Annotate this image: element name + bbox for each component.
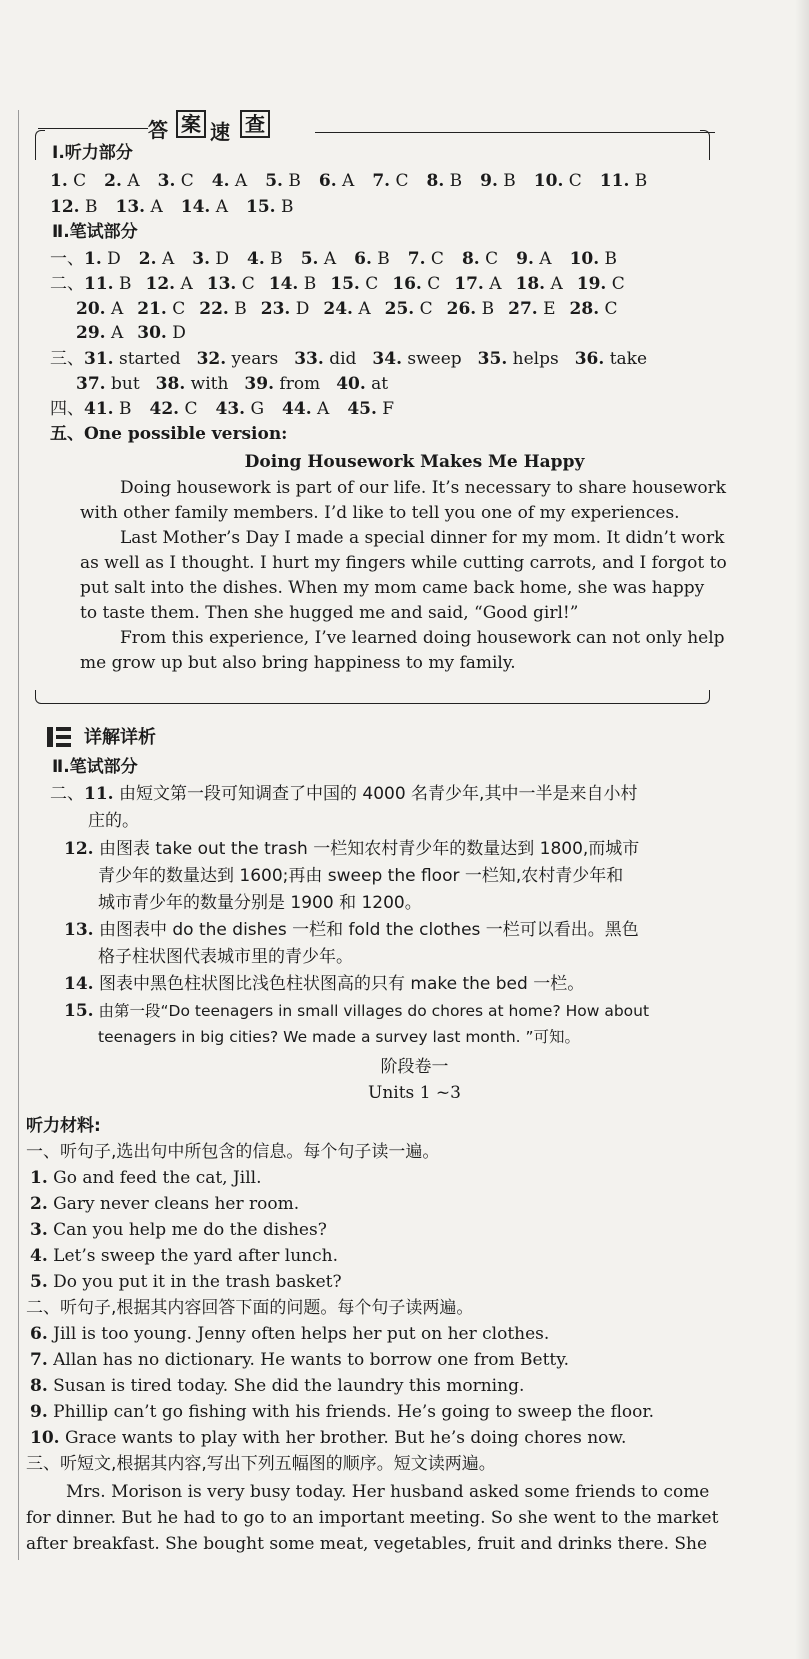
answer-value: D: [290, 299, 310, 319]
answer-number: 10.: [569, 249, 600, 269]
detail-num: 14.: [64, 974, 94, 994]
answer-value: B: [444, 171, 463, 191]
answer-item: [392, 273, 440, 295]
detail-num: 12.: [64, 839, 94, 859]
answer-value: B: [264, 249, 283, 269]
left-margin-rule: [18, 110, 19, 1560]
answer-number: 2.: [104, 171, 122, 191]
answer-value: C: [166, 299, 186, 319]
section-2-row1-items: [84, 274, 639, 294]
lm-text: Do you put it in the trash basket?: [53, 1272, 342, 1292]
lm-num: 2.: [30, 1194, 48, 1214]
detail-line-7: 格子柱状图代表城市里的青少年。: [98, 947, 353, 967]
detail-line-9: [64, 1000, 649, 1022]
answer-number: 39.: [244, 374, 274, 394]
listening-answers-row1: [50, 170, 665, 192]
answer-value: B: [282, 171, 301, 191]
answer-number: 38.: [155, 374, 186, 394]
answer-item: [212, 170, 247, 192]
lm-num: 8.: [30, 1376, 48, 1396]
answer-number: 30.: [137, 323, 167, 343]
answer-number: 26.: [446, 299, 477, 319]
answer-number: 10.: [533, 171, 564, 191]
answer-number: 25.: [384, 299, 415, 319]
section-1-answers: [50, 248, 635, 270]
detail-text: 图表中黑色柱状图比浅色柱状图高的只有 make the bed 一栏。: [98, 974, 585, 994]
answer-value: C: [359, 274, 379, 294]
answer-value: but: [105, 374, 140, 394]
answer-number: 20.: [76, 299, 106, 319]
lm-num: 4.: [30, 1246, 48, 1266]
answer-value: take: [604, 349, 648, 369]
section-5-text: One possible version:: [84, 424, 288, 444]
answer-value: A: [533, 249, 552, 269]
listening-material-title: 听力材料:: [26, 1116, 101, 1136]
answer-item: [199, 298, 246, 320]
answer-item: [301, 248, 336, 270]
answer-value: B: [275, 197, 294, 217]
section-2-answers-row1: [50, 273, 639, 295]
answer-item: [600, 170, 647, 192]
answer-item: [534, 170, 582, 192]
header-rule-right: [315, 132, 715, 133]
lm-part1-instruction: 一、听句子,选出句中所包含的信息。每个句子读一遍。: [26, 1142, 440, 1162]
answer-value: B: [228, 299, 247, 319]
answer-number: 3.: [192, 249, 210, 269]
lm-sentence-3: [30, 1219, 327, 1241]
detail-line-4: 青少年的数量达到 1600;再由 sweep the floor 一栏知,农村青少年和: [98, 866, 624, 886]
answer-item: [104, 170, 139, 192]
section-5-label: 五、: [50, 424, 84, 444]
stage-units: Units 1 ~3: [368, 1083, 461, 1103]
detail-line-6: [64, 919, 639, 941]
answer-value: C: [179, 399, 198, 419]
detail-num: 15.: [64, 1001, 94, 1021]
essay-line-7: From this experience, I’ve learned doing housework can not only help: [120, 628, 725, 648]
answer-value: B: [79, 197, 98, 217]
answer-value: did: [323, 349, 357, 369]
answer-item: [76, 373, 140, 395]
answer-number: 7.: [372, 171, 391, 191]
answer-number: 4.: [247, 249, 265, 269]
answer-item: [347, 398, 394, 420]
lm-num: 9.: [30, 1402, 48, 1422]
answer-item: [50, 196, 97, 218]
answer-item: [158, 170, 194, 192]
detail-text: 由短文第一段可知调查了中国的 4000 名青少年,其中一半是来自小村: [118, 784, 638, 804]
answer-value: D: [101, 249, 121, 269]
answer-value: D: [166, 323, 186, 343]
listening-answers-row2: [50, 196, 312, 218]
answer-number: 22.: [199, 299, 229, 319]
answer-value: A: [121, 171, 140, 191]
header-char-4: 查: [240, 110, 270, 138]
answer-item: [244, 373, 320, 395]
answer-value: A: [318, 249, 337, 269]
answer-number: 6.: [354, 249, 372, 269]
lm-num: 3.: [30, 1220, 48, 1240]
lm-text: Gary never cleans her room.: [53, 1194, 300, 1214]
lm-sentence-10: [30, 1427, 626, 1449]
lm-sentence-2: [30, 1193, 299, 1215]
lm-text: Jill is too young. Jenny often helps her put on her clothes.: [53, 1324, 550, 1344]
lm-text: Can you help me do the dishes?: [53, 1220, 327, 1240]
answer-item: [354, 248, 390, 270]
answer-number: 12.: [50, 197, 80, 217]
answer-number: 11.: [599, 171, 630, 191]
answer-number: 6.: [318, 171, 337, 191]
answer-value: A: [311, 399, 330, 419]
answer-value: E: [537, 299, 556, 319]
lm-num: 6.: [30, 1324, 48, 1344]
answer-number: 3.: [157, 171, 176, 191]
answer-number: 13.: [115, 197, 146, 217]
answer-number: 28.: [569, 299, 600, 319]
answer-number: 8.: [461, 249, 480, 269]
answer-value: C: [236, 274, 255, 294]
essay-title: Doing Housework Makes Me Happy: [244, 452, 585, 472]
answer-value: A: [483, 274, 502, 294]
section-2-answers-row3: [76, 322, 200, 344]
detail-line-1: [50, 783, 637, 805]
answer-value: started: [113, 349, 181, 369]
answer-item: [269, 273, 316, 295]
answer-item: [447, 298, 494, 320]
section-4-items: [84, 399, 412, 419]
answer-item: [265, 170, 301, 192]
section-1-items: [84, 249, 635, 269]
essay-line-1: Doing housework is part of our life. It’s necessary to share housework: [120, 478, 727, 498]
section-3-answers-row1: [50, 348, 663, 370]
detail-section-icon: [47, 727, 71, 747]
answer-number: 29.: [76, 323, 106, 343]
lm-sentence-8: [30, 1375, 524, 1397]
answer-number: 9.: [516, 249, 534, 269]
detail-line-2: 庄的。: [88, 811, 139, 831]
section-3-label: 三、: [50, 349, 84, 369]
section-4-answers: [50, 398, 412, 420]
answer-number: 9.: [480, 171, 498, 191]
answer-value: A: [156, 249, 175, 269]
essay-line-6: to taste them. Then she hugged me and said, “Good girl!”: [80, 603, 579, 623]
header-rule-left: [38, 128, 148, 129]
answer-item: [261, 298, 310, 320]
answer-number: 21.: [137, 299, 167, 319]
answer-number: 43.: [215, 399, 246, 419]
answer-value: G: [245, 399, 265, 419]
answer-number: 8.: [426, 171, 445, 191]
answer-value: B: [371, 249, 390, 269]
answer-item: [319, 170, 354, 192]
answer-value: B: [298, 274, 317, 294]
answer-number: 4.: [211, 171, 230, 191]
answer-item: [84, 273, 131, 295]
answer-item: [478, 348, 559, 370]
lm-num: 7.: [30, 1350, 48, 1370]
answer-value: A: [145, 197, 163, 217]
lm-passage-line-2: for dinner. But he had to go to an important meeting. So she went to the market: [26, 1508, 719, 1528]
answer-number: 11.: [84, 274, 114, 294]
answer-number: 42.: [149, 399, 180, 419]
answer-number: 17.: [454, 274, 484, 294]
frame-corner-right: [700, 130, 710, 160]
section-3-row1-items: [84, 349, 663, 369]
detail-label: 二、: [50, 784, 84, 804]
lm-passage-line-1: Mrs. Morison is very busy today. Her husband asked some friends to come: [66, 1482, 710, 1502]
detail-text: 由第一段“Do teenagers in small villages do chores at home? How about: [98, 1002, 650, 1020]
answer-number: 45.: [347, 399, 377, 419]
answer-item: [84, 348, 181, 370]
header-char-3: 速: [210, 120, 230, 144]
answer-value: A: [105, 299, 124, 319]
answer-item: [516, 248, 551, 270]
answer-item: [462, 248, 498, 270]
answer-item: [294, 348, 356, 370]
frame-bottom: [35, 690, 710, 704]
page-edge-shadow: [795, 0, 809, 1659]
answer-item: [336, 373, 388, 395]
answer-value: years: [226, 349, 279, 369]
section-3-answers-row2: [76, 373, 404, 395]
lm-part3-instruction: 三、听短文,根据其内容,写出下列五幅图的顺序。短文读两遍。: [26, 1454, 496, 1474]
answer-number: 15.: [246, 197, 276, 217]
answer-value: C: [425, 249, 444, 269]
lm-sentence-1: [30, 1167, 262, 1189]
answer-item: [145, 273, 192, 295]
answer-value: from: [274, 374, 321, 394]
answer-item: [137, 322, 186, 344]
answer-number: 41.: [84, 399, 114, 419]
header-char-1: 答: [148, 118, 168, 142]
answer-item: [408, 248, 444, 270]
answer-value: helps: [507, 349, 559, 369]
answer-number: 19.: [576, 274, 607, 294]
answer-number: 15.: [330, 274, 360, 294]
detail-text: 由图表 take out the trash 一栏知农村青少年的数量达到 1800,而城市: [98, 839, 640, 859]
answer-value: A: [336, 171, 355, 191]
answer-value: C: [606, 274, 625, 294]
answer-number: 5.: [300, 249, 319, 269]
answer-item: [426, 170, 462, 192]
answer-value: C: [563, 171, 582, 191]
answer-number: 35.: [477, 349, 508, 369]
lm-sentence-9: [30, 1401, 654, 1423]
answer-item: [570, 248, 617, 270]
frame-corner-left: [35, 130, 45, 160]
header-char-2: 案: [176, 110, 206, 138]
answer-number: 14.: [180, 197, 211, 217]
lm-text: Go and feed the cat, Jill.: [53, 1168, 262, 1188]
answer-number: 13.: [206, 274, 237, 294]
detail-text: 由图表中 do the dishes 一栏和 fold the clothes 一栏可以看出。黑色: [98, 920, 639, 940]
section-4-label: 四、: [50, 399, 84, 419]
section-5-heading: [50, 423, 287, 445]
answer-item: [215, 398, 264, 420]
essay-line-2: with other family members. I’d like to tell you one of my experiences.: [80, 503, 680, 523]
answer-value: with: [185, 374, 229, 394]
answer-item: [577, 273, 625, 295]
section-2-label: 二、: [50, 274, 84, 294]
answer-item: [570, 298, 618, 320]
answer-value: B: [629, 171, 648, 191]
detail-line-3: [64, 838, 639, 860]
answer-item: [480, 170, 516, 192]
detail-line-10: teenagers in big cities? We made a survey last month. ”可知。: [98, 1028, 581, 1046]
answer-item: [330, 273, 378, 295]
answer-number: 12.: [145, 274, 176, 294]
answer-number: 40.: [336, 374, 366, 394]
answer-number: 23.: [260, 299, 291, 319]
answer-item: [50, 170, 86, 192]
answer-number: 24.: [323, 299, 353, 319]
answer-number: 7.: [407, 249, 426, 269]
lm-text: Grace wants to play with her brother. But he’s doing chores now.: [64, 1428, 627, 1448]
detail-num: 13.: [64, 920, 94, 940]
lm-sentence-7: [30, 1349, 569, 1371]
lm-text: Phillip can’t go fishing with his friends. He’s going to sweep the floor.: [53, 1402, 655, 1422]
answer-value: B: [599, 249, 618, 269]
answer-value: A: [545, 274, 563, 294]
detail-line-8: [64, 973, 584, 995]
detail-line-5: 城市青少年的数量分别是 1900 和 1200。: [98, 893, 422, 913]
answer-item: [282, 398, 329, 420]
answer-value: A: [229, 171, 248, 191]
answer-value: at: [365, 374, 389, 394]
answer-number: 44.: [282, 399, 312, 419]
answer-value: A: [175, 274, 193, 294]
answer-item: [575, 348, 647, 370]
answer-value: C: [390, 171, 409, 191]
answer-item: [246, 196, 293, 218]
answer-value: B: [476, 299, 495, 319]
detail-num: 11.: [84, 784, 114, 804]
answer-number: 33.: [294, 349, 324, 369]
stage-title: 阶段卷一: [380, 1057, 449, 1077]
lm-num: 1.: [30, 1168, 48, 1188]
answer-value: C: [421, 274, 441, 294]
answer-number: 1.: [84, 249, 102, 269]
answer-value: D: [209, 249, 230, 269]
answer-value: A: [210, 197, 229, 217]
answer-item: [372, 348, 461, 370]
lm-sentence-6: [30, 1323, 549, 1345]
answer-number: 16.: [392, 274, 422, 294]
lm-text: Susan is tired today. She did the laundry this morning.: [53, 1376, 525, 1396]
essay-line-5: put salt into the dishes. When my mom came back home, she was happy: [80, 578, 705, 598]
answer-value: F: [376, 399, 395, 419]
answer-value: C: [599, 299, 618, 319]
lm-num: 10.: [30, 1428, 60, 1448]
listening-section-title: Ⅰ.听力部分: [52, 143, 133, 163]
answer-item: [156, 373, 229, 395]
answer-value: B: [497, 171, 516, 191]
answer-item: [385, 298, 433, 320]
answer-number: 27.: [508, 299, 538, 319]
answer-value: B: [113, 399, 132, 419]
writing-section-title: Ⅱ.笔试部分: [52, 222, 138, 242]
answer-item: [76, 322, 123, 344]
lm-text: Allan has no dictionary. He wants to borrow one from Betty.: [53, 1350, 570, 1370]
answer-item: [84, 398, 131, 420]
answer-item: [181, 196, 228, 218]
answer-value: C: [479, 249, 499, 269]
answer-item: [207, 273, 255, 295]
answer-item: [323, 298, 370, 320]
lm-part2-instruction: 二、听句子,根据其内容回答下面的问题。每个句子读两遍。: [26, 1298, 474, 1318]
essay-line-3: Last Mother’s Day I made a special dinner for my mom. It didn’t work: [120, 528, 725, 548]
answer-number: 2.: [138, 249, 157, 269]
answer-number: 34.: [372, 349, 402, 369]
lm-sentence-4: [30, 1245, 338, 1267]
answer-item: [84, 248, 121, 270]
answer-item: [137, 298, 185, 320]
answer-value: C: [175, 171, 194, 191]
answer-number: 37.: [76, 374, 106, 394]
answer-item: [76, 298, 123, 320]
section-2-answers-row2: [76, 298, 632, 320]
essay-line-4: as well as I thought. I hurt my fingers while cutting carrots, and I forgot to: [80, 553, 727, 573]
answer-number: 1.: [50, 171, 68, 191]
answer-item: [372, 170, 408, 192]
answer-value: B: [113, 274, 132, 294]
answer-item: [115, 196, 162, 218]
answer-number: 32.: [196, 349, 227, 369]
lm-sentence-5: [30, 1271, 342, 1293]
answer-value: A: [105, 323, 124, 343]
answer-item: [454, 273, 501, 295]
answer-item: [197, 348, 279, 370]
detail-section-title: 详解详析: [84, 727, 156, 748]
answer-item: [516, 273, 563, 295]
essay-line-8: me grow up but also bring happiness to my family.: [80, 653, 516, 673]
answer-number: 14.: [268, 274, 299, 294]
section-1-label: 一、: [50, 249, 84, 269]
answer-number: 18.: [515, 274, 546, 294]
answer-item: [192, 248, 229, 270]
answer-value: C: [414, 299, 433, 319]
answer-item: [508, 298, 555, 320]
detail-subtitle: Ⅱ.笔试部分: [52, 757, 138, 777]
lm-text: Let’s sweep the yard after lunch.: [53, 1246, 339, 1266]
answer-value: C: [67, 171, 87, 191]
answer-number: 5.: [265, 171, 283, 191]
answer-item: [139, 248, 174, 270]
answer-value: A: [352, 299, 371, 319]
answer-number: 31.: [84, 349, 114, 369]
answer-item: [247, 248, 283, 270]
lm-num: 5.: [30, 1272, 48, 1292]
lm-passage-line-3: after breakfast. She bought some meat, vegetables, fruit and drinks there. She: [26, 1534, 708, 1554]
answer-number: 36.: [574, 349, 605, 369]
answer-value: sweep: [401, 349, 462, 369]
answer-item: [149, 398, 197, 420]
